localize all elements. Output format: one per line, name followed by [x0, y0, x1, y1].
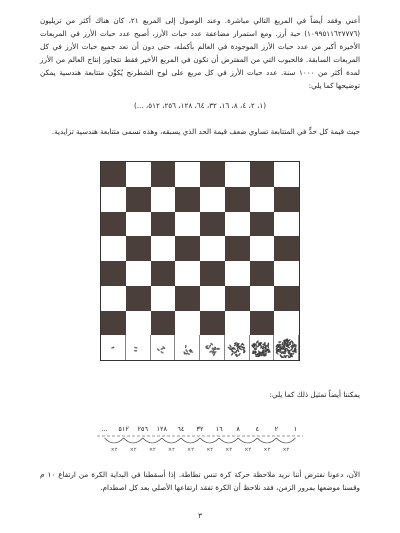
board-square — [225, 261, 250, 286]
board-square — [274, 236, 299, 261]
board-square — [250, 335, 275, 360]
board-square — [175, 187, 200, 212]
sequence-term: ٨ — [236, 425, 240, 433]
board-square — [200, 311, 225, 336]
sequence-term: ... — [101, 425, 108, 433]
board-square — [151, 187, 176, 212]
board-square — [225, 162, 250, 187]
board-square — [250, 162, 275, 187]
sequence-term: ١٦ — [215, 425, 223, 433]
board-square — [126, 335, 151, 360]
board-square — [200, 187, 225, 212]
sequence-term: ١ — [293, 425, 298, 433]
multiplier-label: ×٢ — [110, 447, 118, 453]
sequence-term: ٤ — [255, 425, 260, 433]
board-square — [151, 286, 176, 311]
board-square — [101, 236, 126, 261]
multiplier-label: ×٢ — [129, 447, 137, 453]
rice-grains-icon — [176, 338, 198, 358]
board-square — [151, 212, 176, 237]
board-square — [250, 286, 275, 311]
board-square — [250, 311, 275, 336]
board-square — [200, 236, 225, 261]
board-square — [175, 162, 200, 187]
doubling-arc — [124, 438, 143, 443]
board-square — [126, 311, 151, 336]
tennis-ball-paragraph: الآن، دعونا نفترض أننا نريد ملاحظة حركة كرة تنس تطاطة. إذا أسقطنا في البداية الكرة من ارتفاع ١٠ م وقسنا موضعها بمرور الزمن، فقد نلاحظ أن الكرة تفقد ارتفاعها الأصلي بعد كل اصطدام. — [40, 470, 360, 492]
page-number: ٣ — [198, 512, 202, 520]
board-square — [250, 261, 275, 286]
sequence-term: ٣٢ — [196, 425, 204, 433]
board-square — [274, 286, 299, 311]
doubling-arc — [276, 438, 295, 443]
board-square — [225, 311, 250, 336]
board-square — [151, 311, 176, 336]
board-square — [175, 286, 200, 311]
board-square — [200, 162, 225, 187]
board-square — [274, 335, 299, 360]
multiplier-label: ×٢ — [225, 447, 233, 453]
sequence-term: ٦٤ — [177, 425, 185, 433]
board-square — [175, 261, 200, 286]
doubling-arc — [219, 438, 238, 443]
board-square — [101, 311, 126, 336]
board-square — [175, 236, 200, 261]
board-square — [200, 286, 225, 311]
multiplier-label: ×٢ — [167, 447, 175, 453]
rice-grains-icon — [201, 338, 223, 358]
doubling-arc — [143, 438, 162, 443]
board-square — [274, 187, 299, 212]
sequence-term: ٢٥٦ — [137, 425, 148, 433]
board-square — [274, 311, 299, 336]
board-square — [274, 261, 299, 286]
sequence-term: ٢ — [274, 425, 279, 433]
multiplier-label: ×٢ — [263, 447, 271, 453]
intro-paragraph: أعني وفقد أيضاً في المربع التالي مباشرة. وعند الوصول إلى المربع ٢١، كان هناك أكثر من تريليون (١٠٩٩٥١١٦٢٧٧٧٦) حبة أرز. ومع استمرار مضاعفة عدد حبات الأرز، أصبح عدد حبات الأرز في المربعات الأخيرة أكبر من عدد حبات الأرز الموجودة في العالم بأكمله، حتى دون أن نعد جميع حبات الأرز في كل المربعات السابقة. فالحبوب التي من المفترض أن تكون في المربع الأخير فقط تتجاوز إنتاج العالم من الأرز لمدة أكثر من ١٠٠٠ سنة. عدد حبات الأرز في كل مربع على لوح الشطرنج يُكوِّن متتابعة هندسية يمكن توضيحها كما يلي: — [40, 16, 360, 90]
board-square — [175, 335, 200, 360]
board-square — [101, 335, 126, 360]
multiplier-label: ×٢ — [148, 447, 156, 453]
chessboard-figure — [100, 161, 300, 361]
doubling-arc — [238, 438, 257, 443]
board-square — [225, 286, 250, 311]
board-square — [126, 261, 151, 286]
rice-grains-icon — [127, 338, 149, 358]
board-square — [126, 162, 151, 187]
board-square — [200, 212, 225, 237]
board-square — [151, 162, 176, 187]
doubling-arc — [257, 438, 276, 443]
definition-paragraph: حيث قيمة كل حدٍّ في المتتابعة تساوي ضعف قيمة الحد الذي يسبقه، وهذه تسمى متتابعة هندسية تزايدية. — [51, 127, 360, 136]
board-square — [175, 311, 200, 336]
multiplier-label: ×٢ — [206, 447, 213, 453]
board-square — [126, 187, 151, 212]
rice-grains-icon — [250, 338, 272, 358]
board-square — [274, 212, 299, 237]
board-square — [225, 236, 250, 261]
board-square — [101, 162, 126, 187]
rice-grains-icon — [275, 338, 297, 358]
board-square — [250, 187, 275, 212]
board-square — [151, 335, 176, 360]
board-square — [225, 335, 250, 360]
rice-grains-icon — [151, 338, 173, 358]
doubling-arc — [162, 438, 181, 443]
board-square — [200, 335, 225, 360]
board-square — [101, 212, 126, 237]
board-square — [101, 187, 126, 212]
geometric-sequence: (١، ٢، ٤، ٨، ١٦، ٣٢، ٦٤، ١٢٨، ٢٥٦، ٥١٢، ...) — [133, 101, 267, 110]
rice-grains-icon — [102, 338, 124, 358]
board-square — [225, 212, 250, 237]
representation-paragraph: يمكننا أيضاً تمثيل ذلك كما يلي: — [269, 390, 360, 399]
board-square — [200, 261, 225, 286]
board-square — [175, 212, 200, 237]
multiplier-label: ×٢ — [244, 447, 252, 453]
board-square — [250, 212, 275, 237]
sequence-term: ١٢٨ — [156, 425, 168, 433]
multiplier-label: ×٢ — [187, 447, 194, 453]
doubling-arc — [200, 438, 219, 443]
board-square — [151, 261, 176, 286]
board-square — [126, 236, 151, 261]
board-square — [101, 261, 126, 286]
doubling-arc — [105, 438, 124, 443]
doubling-arc — [181, 438, 200, 443]
board-square — [225, 187, 250, 212]
board-square — [126, 286, 151, 311]
rice-grains-icon — [226, 338, 248, 358]
board-square — [101, 286, 126, 311]
sequence-term: ٥١٢ — [118, 425, 129, 433]
board-square — [250, 236, 275, 261]
board-square — [274, 162, 299, 187]
board-square — [151, 236, 176, 261]
board-square — [126, 212, 151, 237]
multiplier-label: ×٢ — [282, 447, 290, 453]
doubling-diagram — [95, 416, 305, 456]
